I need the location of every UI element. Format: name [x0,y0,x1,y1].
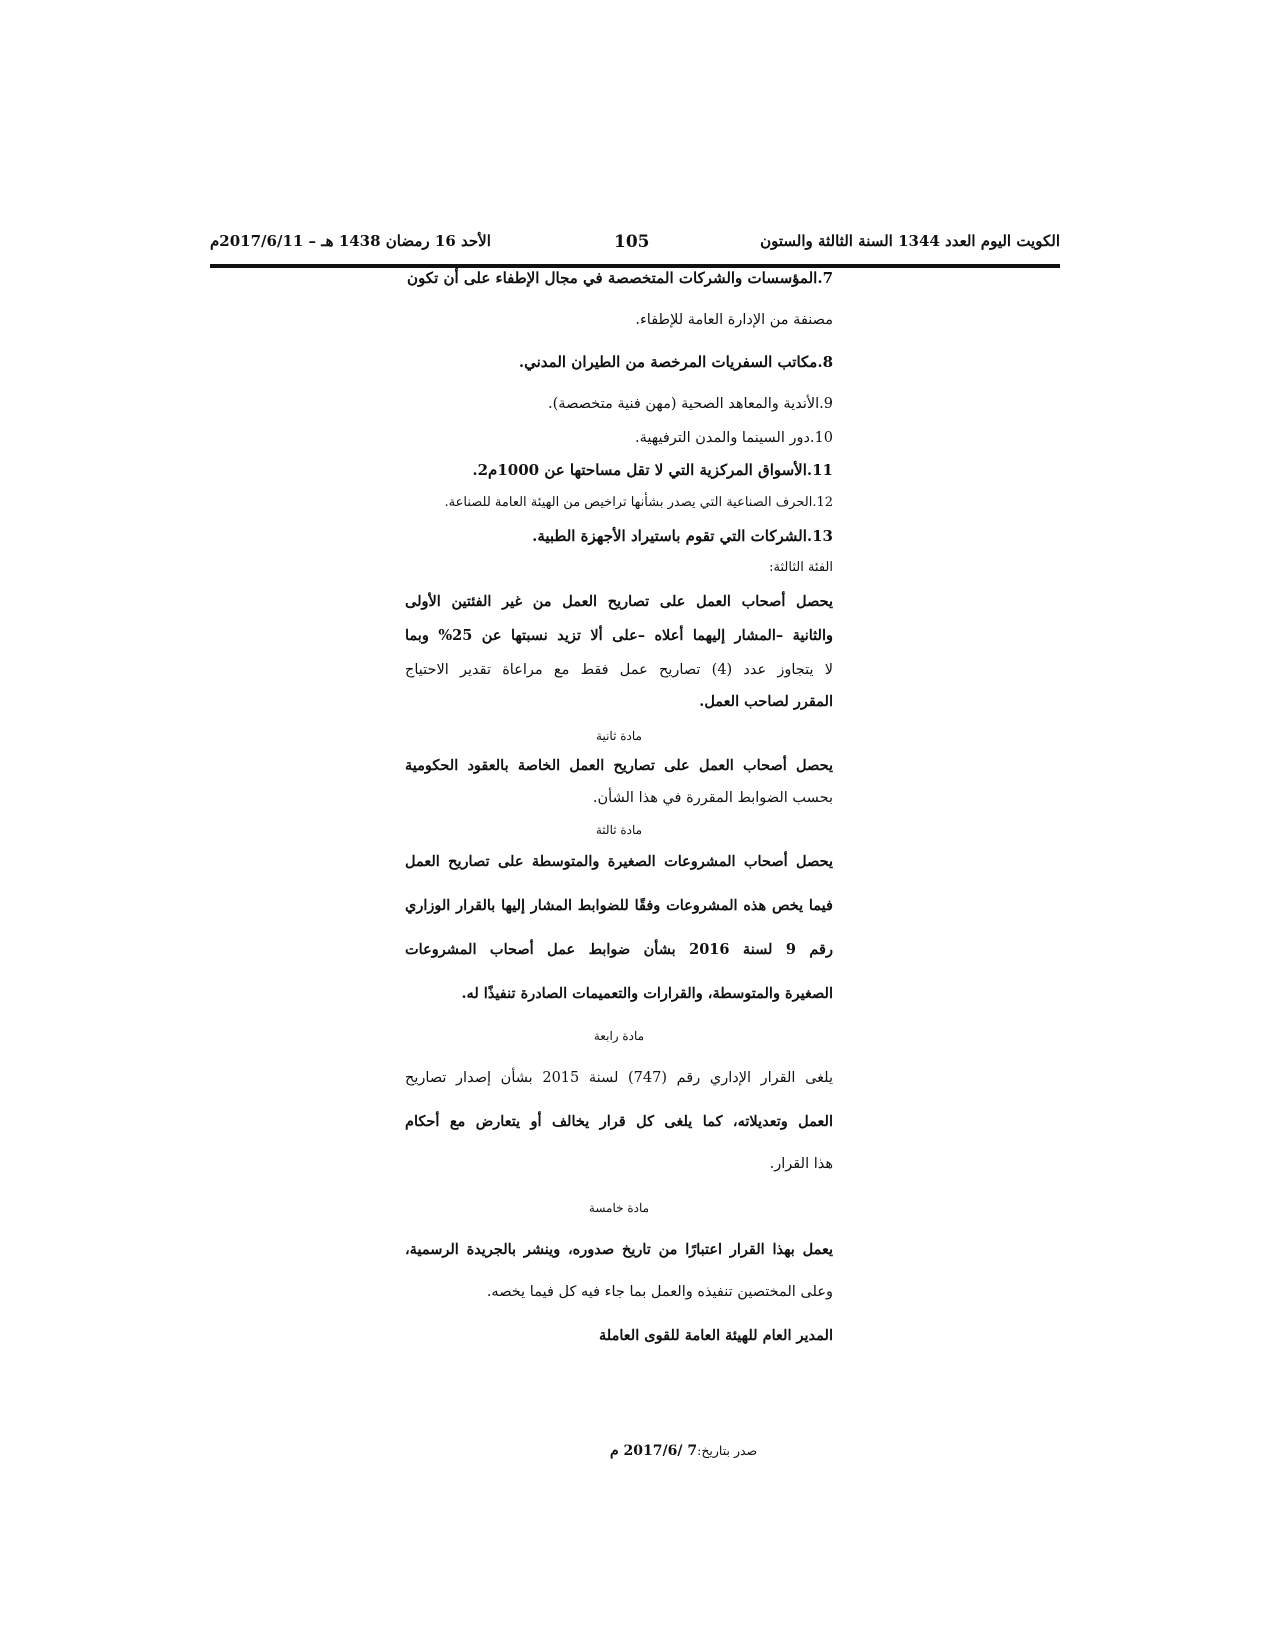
category3-line2: والثانية –المشار إليهما أعلاه –على ألا تزيد نسبتها عن 25% وبما [405,627,834,644]
article4-line2: العمل وتعديلاته، كما يلغى كل قرار يخالف أو يتعارض مع أحكام [405,1113,833,1130]
list-item-7-line2: مصنفة من الإدارة العامة للإطفاء. [635,312,833,328]
page-number: 105 [614,232,650,252]
article3-title: مادة ثالثة [595,823,643,837]
issue-date: الأحد 16 رمضان 1438 هـ – 2017/6/11م [210,232,491,250]
list-item-9: 9.الأندية والمعاهد الصحية (مهن فنية متخصصة). [548,396,833,412]
category3-title: الفئة الثالثة: [769,560,833,575]
article5-title: مادة خامسة [588,1201,650,1215]
article2-line2: بحسب الضوابط المقررة في هذا الشأن. [592,790,833,806]
list-item-13: 13.الشركات التي تقوم باستيراد الأجهزة الطبية. [532,527,833,545]
issued-label: صدر بتاريخ: [697,1443,758,1458]
article5-line2: وعلى المختصين تنفيذه والعمل بما جاء فيه كل فيما يخصه. [486,1284,833,1300]
page-header [210,232,1060,258]
article3-line1: يحصل أصحاب المشروعات الصغيرة والمتوسطة على تصاريح العمل [405,853,833,870]
list-item-12: 12.الحرف الصناعية التي يصدر بشأنها تراخيص من الهيئة العامة للصناعة. [444,495,833,510]
publication-title: الكويت اليوم العدد 1344 السنة الثالثة والستون [760,232,1060,250]
issued-date: 7 /2017/6 م [610,1443,698,1459]
article4-line3: هذا القرار. [769,1156,833,1172]
article3-line4: الصغيرة والمتوسطة، والقرارات والتعميمات الصادرة تنفيذًا له. [461,985,833,1002]
list-item-10: 10.دور السينما والمدن الترفيهية. [635,430,833,446]
category3-line4: المقرر لصاحب العمل. [699,693,833,710]
category3-line1: يحصل أصحاب العمل على تصاريح العمل من غير الفئتين الأولى [405,593,833,610]
issue-date-footer [610,1443,757,1459]
list-item-7-line1: 7.المؤسسات والشركات المتخصصة في مجال الإطفاء على أن تكون [407,269,833,287]
article2-line1: يحصل أصحاب العمل على تصاريح العمل الخاصة بالعقود الحكومية [405,757,833,774]
article3-line2: فيما يخص هذه المشروعات وفقًا للضوابط المشار إليها بالقرار الوزاري [405,897,833,914]
article4-title: مادة رابعة [593,1029,645,1043]
article3-line3: رقم 9 لسنة 2016 بشأن ضوابط عمل أصحاب المشروعات [405,941,833,958]
list-item-11: 11.الأسواق المركزية التي لا تقل مساحتها عن 1000م2. [472,461,833,479]
list-item-8: 8.مكاتب السفريات المرخصة من الطيران المدني. [518,353,833,371]
article5-line1: يعمل بهذا القرار اعتبارًا من تاريخ صدوره، وينشر بالجريدة الرسمية، [405,1241,833,1258]
article2-title: مادة ثانية [596,729,642,743]
category3-line3: لا يتجاوز عدد (4) تصاريح عمل فقط مع مراعاة تقدير الاحتياج [405,662,833,678]
signatory: المدير العام للهيئة العامة للقوى العاملة [599,1327,833,1344]
article4-line1: يلغى القرار الإداري رقم (747) لسنة 2015 بشأن إصدار تصاريح [405,1070,833,1086]
